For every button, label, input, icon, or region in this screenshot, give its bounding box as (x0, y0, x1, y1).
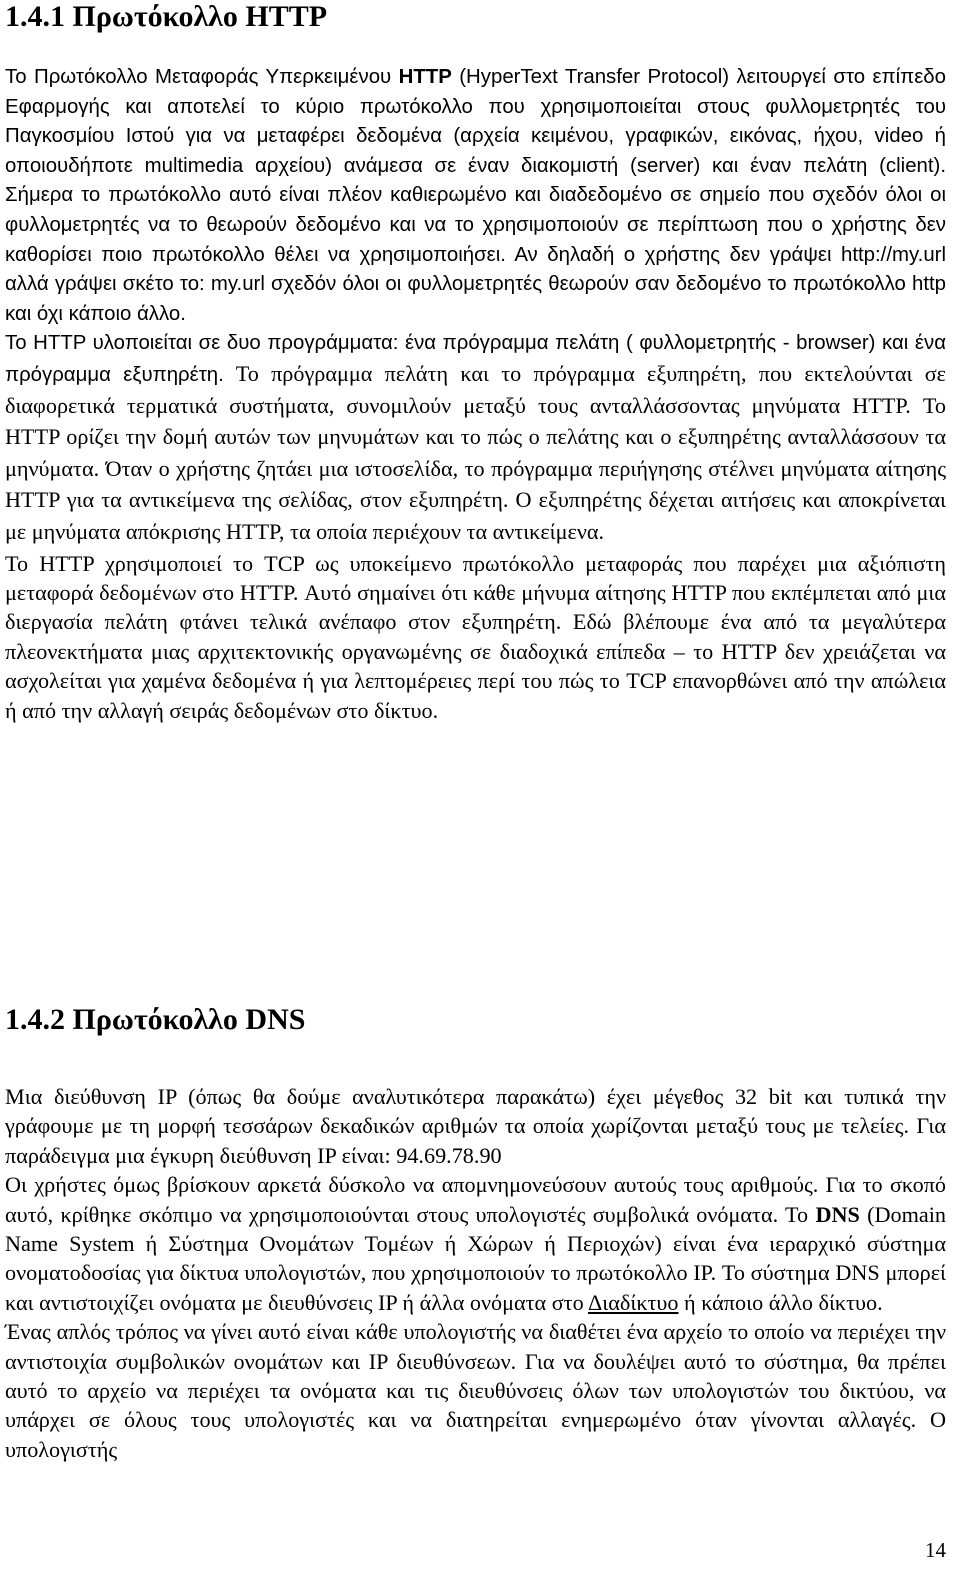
paragraph-dns-ip: Μια διεύθυνση IP (όπως θα δούμε αναλυτικότερα παρακάτω) έχει μέγεθος 32 bit και τυπικά την γράφουμε με τη μορφή τεσσάρων δεκαδικών αριθμών τα οποία χωρίζονται μεταξύ τους με τελείες. Για παράδειγμα μια έγκυρη διεύθυνση IP είναι: 94.69.78.90 (5, 1084, 946, 1168)
paragraph-http-programs (5, 329, 946, 548)
text-run: Το Πρωτόκολλο Μεταφοράς Υπερκειμένου (5, 66, 399, 88)
text-run: ή κάποιο άλλο δίκτυο. (678, 1289, 883, 1315)
text-run: (HyperText Transfer Protocol) λειτουργεί στο επίπεδο Εφαρμογής και αποτελεί το κύριο πρωτόκολλο που χρησιμοποιείται στους φυλλομετρητές του Παγκοσμίου Ιστού για να μεταφέρει δεδομένα (αρχεία κειμένου, γραφικών, εικόνας, ήχου, video ή οποιουδήποτε multimedia αρχείου) ανάμεσα σε έναν διακομιστή (server) και έναν πελάτη (client). Σήμερα το πρωτόκολλο αυτό είναι πλέον καθιερωμένο και διαδεδομένο σε σημείο που σχεδόν όλοι οι φυλλομετρητές να το θεωρούν δεδομένο και να το χρησιμοποιούν σε περίπτωση που ο χρήστης δεν καθορίσει ποιο πρωτόκολλο θέλει να χρησιμοποιήσει. Αν δηλαδή ο χρήστης δεν γράψει http://my.url αλλά γράψει σκέτο το: my.url σχεδόν όλοι οι φυλλομετρητές θεωρούν σαν δεδομένο το πρωτόκολλο http και όχι κάποιο άλλο. (5, 66, 946, 325)
bold-term-dns: DNS (815, 1201, 860, 1227)
section-heading-dns: 1.4.2 Πρωτόκολλο DNS (5, 1003, 306, 1036)
section-http-body (5, 63, 946, 725)
paragraph-http-tcp: Το HTTP χρησιμοποιεί το TCP ως υποκείμενο πρωτόκολλο μεταφοράς που παρέχει μια αξιόπιστη μεταφορά δεδομένων στο HTTP. Αυτό σημαίνει ότι κάθε μήνυμα αίτησης HTTP που εκπέμπεται από μια διεργασία πελάτη φτάνει τελικά ανέπαφο στον εξυπηρέτη. Εδώ βλέπουμε ένα από τα μεγαλύτερα πλεονεκτήματα μιας αρχιτεκτονικής οργανωμένης σε διαδοχικά επίπεδα – το HTTP δεν χρειάζεται να ασχολείται για χαμένα δεδομένα ή για λεπτομέρειες περί του πώς το TCP επανορθώνει από την απώλεια ή από την αλλαγή σειράς δεδομένων στο δίκτυο. (5, 550, 946, 723)
section-heading-http: 1.4.1 Πρωτόκολλο HTTP (5, 0, 328, 33)
paragraph-dns-definition (5, 1170, 946, 1317)
text-run: (Domain Name System ή Σύστημα Ονομάτων Τομέων ή Χώρων ή Περιοχών) είναι ένα ιεραρχικό σύστημα ονοματοδοσίας για δίκτυα υπολογιστών, που χρησιμοποιούν το πρωτόκολλο IP. Το σύστημα DNS μπορεί και αντιστοιχίζει ονόματα με διευθύνσεις IP ή άλλα ονόματα στο (5, 1201, 946, 1315)
page-number: 14 (925, 1538, 946, 1562)
text-run: Το πρόγραμμα πελάτη και το πρόγραμμα εξυπηρέτη, που εκτελούνται σε διαφορετικά τερματικά συστήματα, συνομιλούν μεταξύ τους ανταλλάσσοντας μηνύματα HTTP. Το HTTP ορίζει την δομή αυτών των μηνυμάτων και το πώς ο πελάτης και ο εξυπηρέτης ανταλλάσσουν τα μηνύματα. Όταν ο χρήστης ζητάει μια ιστοσελίδα, το πρόγραμμα περιήγησης στέλνει μηνύματα αίτησης HTTP για τα αντικείμενα της σελίδας, στον εξυπηρέτη. Ο εξυπηρέτης δέχεται αιτήσεις και αποκρίνεται με μηνύματα απόκρισης HTTP, τα οποία περιέχουν τα αντικείμενα. (5, 360, 947, 544)
section-dns-body (5, 1082, 946, 1464)
paragraph-http-intro (5, 63, 946, 329)
paragraph-dns-hosts-file: Ένας απλός τρόπος να γίνει αυτό είναι κάθε υπολογιστής να διαθέτει ένα αρχείο το οποίο να περιέχει την αντιστοιχία συμβολικών ονομάτων και IP διευθύνσεων. Για να δουλέψει αυτό το σύστημα, θα πρέπει αυτό το αρχείο να περιέχει τα ονόματα και τις διευθύνσεις όλων των υπολογιστών του δικτύου, να υπάρχει σε όλους τους υπολογιστές και να διατηρείται ενημερωμένο όταν γίνονται αλλαγές. Ο υπολογιστής (5, 1319, 946, 1462)
link-diadiktyo[interactable]: Διαδίκτυο (588, 1289, 679, 1315)
bold-term-http: HTTP (398, 66, 452, 88)
text-run: Το HTTP υλοποιείται σε δυο προγράμματα: ένα πρόγραμμα πελάτη ( φυλλομετρητής - browser) και ένα πρόγραμμα εξυπηρέτη. (5, 332, 946, 386)
text-run: Οι χρήστες όμως βρίσκουν αρκετά δύσκολο να απομνημονεύσουν αυτούς τους αριθμούς. Για το σκοπό αυτό, κρίθηκε σκόπιμο να χρησιμοποιούνται στους υπολογιστές συμβολικά ονόματα. Το (5, 1172, 946, 1227)
